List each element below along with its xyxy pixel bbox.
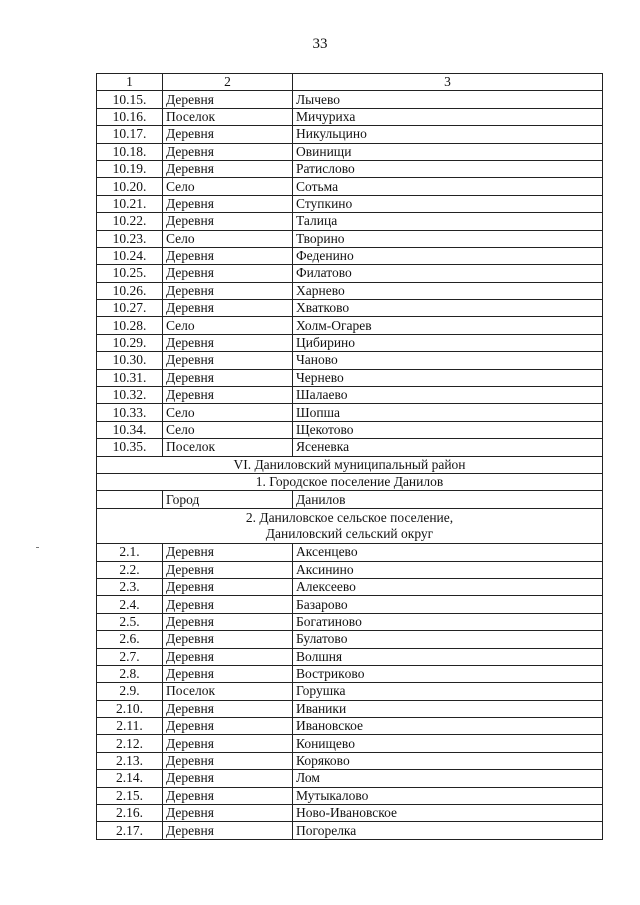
row-number: 2.9. xyxy=(97,683,163,700)
table-row xyxy=(97,735,603,752)
settlement-name: Аксинино xyxy=(293,561,603,578)
rural-settlement-heading-text: 2. Даниловское сельское поселение, xyxy=(245,509,454,525)
settlement-name: Погорелка xyxy=(293,822,603,839)
row-number: 10.19. xyxy=(97,160,163,177)
settlement-type: Деревня xyxy=(163,735,293,752)
settlement-type: Деревня xyxy=(163,578,293,595)
row-number: 10.28. xyxy=(97,317,163,334)
settlement-type: Село xyxy=(163,317,293,334)
settlement-type: Деревня xyxy=(163,300,293,317)
table-row xyxy=(97,230,603,247)
settlement-type: Город xyxy=(163,491,293,508)
row-number: 2.7. xyxy=(97,648,163,665)
settlement-name: Феденино xyxy=(293,247,603,264)
table-row xyxy=(97,247,603,264)
settlement-name: Филатово xyxy=(293,265,603,282)
settlement-type: Деревня xyxy=(163,352,293,369)
settlement-name: Булатово xyxy=(293,631,603,648)
settlement-type: Деревня xyxy=(163,143,293,160)
row-number: 10.29. xyxy=(97,334,163,351)
row-number: 2.10. xyxy=(97,700,163,717)
table-row xyxy=(97,770,603,787)
table-row xyxy=(97,665,603,682)
row-number: 2.3. xyxy=(97,578,163,595)
row-number: 10.16. xyxy=(97,108,163,125)
row-number: 10.21. xyxy=(97,195,163,212)
settlement-name: Ново-Ивановское xyxy=(293,805,603,822)
settlement-type: Деревня xyxy=(163,752,293,769)
settlement-type: Поселок xyxy=(163,683,293,700)
table-row xyxy=(97,683,603,700)
table-row xyxy=(97,822,603,839)
settlement-type: Село xyxy=(163,421,293,438)
table-row xyxy=(97,160,603,177)
settlement-name: Холм-Огарев xyxy=(293,317,603,334)
table-row xyxy=(97,404,603,421)
settlement-name: Аксенцево xyxy=(293,544,603,561)
row-number: 10.20. xyxy=(97,178,163,195)
row-number: 10.27. xyxy=(97,300,163,317)
header-cell-3: 3 xyxy=(293,74,603,91)
header-cell-1: 1 xyxy=(97,74,163,91)
table-row xyxy=(97,178,603,195)
table-row xyxy=(97,805,603,822)
settlement-name: Ступкино xyxy=(293,195,603,212)
row-number: 10.18. xyxy=(97,143,163,160)
table-row xyxy=(97,317,603,334)
settlement-name: Вострикoво xyxy=(293,665,603,682)
row-number: 2.1. xyxy=(97,544,163,561)
settlement-type: Деревня xyxy=(163,387,293,404)
row-number: 10.30. xyxy=(97,352,163,369)
row-number: 10.17. xyxy=(97,126,163,143)
table-row xyxy=(97,787,603,804)
row-number: 10.15. xyxy=(97,91,163,108)
table-row xyxy=(97,421,603,438)
row-number xyxy=(97,491,163,508)
settlement-type: Деревня xyxy=(163,787,293,804)
settlement-type: Деревня xyxy=(163,631,293,648)
settlement-name: Сотьма xyxy=(293,178,603,195)
row-number: 10.25. xyxy=(97,265,163,282)
settlement-type: Деревня xyxy=(163,700,293,717)
row-number: 10.33. xyxy=(97,404,163,421)
rural-settlement-heading-text: Даниловский сельский округ xyxy=(265,525,434,541)
settlement-name: Иваники xyxy=(293,700,603,717)
settlement-type: Деревня xyxy=(163,282,293,299)
settlement-name: Данилов xyxy=(293,491,603,508)
row-number: 2.5. xyxy=(97,613,163,630)
settlement-name: Цибирино xyxy=(293,334,603,351)
settlement-name: Ясеневка xyxy=(293,439,603,456)
table-row xyxy=(97,544,603,561)
settlement-type: Деревня xyxy=(163,596,293,613)
settlement-name: Шопша xyxy=(293,404,603,421)
table-row xyxy=(97,700,603,717)
settlement-type: Деревня xyxy=(163,544,293,561)
table-row xyxy=(97,613,603,630)
row-number: 10.23. xyxy=(97,230,163,247)
settlement-name: Алексеево xyxy=(293,578,603,595)
settlement-type: Деревня xyxy=(163,561,293,578)
table-row xyxy=(97,596,603,613)
settlement-type: Деревня xyxy=(163,718,293,735)
settlement-name: Чаново xyxy=(293,352,603,369)
table-row xyxy=(97,631,603,648)
row-number: 10.35. xyxy=(97,439,163,456)
table-row xyxy=(97,91,603,108)
table-row xyxy=(97,265,603,282)
table-row xyxy=(97,213,603,230)
urban-settlement-heading xyxy=(97,473,603,490)
settlement-type: Село xyxy=(163,404,293,421)
district-heading xyxy=(97,456,603,473)
table-row xyxy=(97,195,603,212)
settlement-name: Богатиново xyxy=(293,613,603,630)
table-row xyxy=(97,334,603,351)
settlement-name: Харнево xyxy=(293,282,603,299)
district-heading-cell xyxy=(97,456,603,473)
settlement-name: Волшня xyxy=(293,648,603,665)
table-row xyxy=(97,143,603,160)
settlement-name: Лом xyxy=(293,770,603,787)
settlement-type: Деревня xyxy=(163,665,293,682)
settlement-name: Лычево xyxy=(293,91,603,108)
page-number: 33 xyxy=(312,36,328,52)
rural-settlement-heading xyxy=(97,508,603,543)
row-number: 2.4. xyxy=(97,596,163,613)
table-row xyxy=(97,126,603,143)
table-row xyxy=(97,108,603,125)
settlement-name: Талица xyxy=(293,213,603,230)
rural-settlement-heading-cell xyxy=(97,508,603,543)
settlement-type: Поселок xyxy=(163,439,293,456)
settlement-name: Хватково xyxy=(293,300,603,317)
row-number: 2.8. xyxy=(97,665,163,682)
settlement-type: Село xyxy=(163,178,293,195)
table-row xyxy=(97,300,603,317)
table-row xyxy=(97,491,603,508)
settlements-table xyxy=(96,73,603,840)
row-number: 10.32. xyxy=(97,387,163,404)
settlement-type: Деревня xyxy=(163,160,293,177)
row-number: 2.11. xyxy=(97,718,163,735)
settlement-type: Деревня xyxy=(163,613,293,630)
table-row xyxy=(97,752,603,769)
settlement-type: Деревня xyxy=(163,770,293,787)
row-number: 2.6. xyxy=(97,631,163,648)
settlement-name: Коряково xyxy=(293,752,603,769)
settlement-name: Ивановское xyxy=(293,718,603,735)
row-number: 10.31. xyxy=(97,369,163,386)
table-row xyxy=(97,369,603,386)
settlement-type: Деревня xyxy=(163,265,293,282)
settlement-type: Деревня xyxy=(163,126,293,143)
settlement-type: Деревня xyxy=(163,91,293,108)
settlement-name: Овинищи xyxy=(293,143,603,160)
table-row xyxy=(97,578,603,595)
row-number: 2.2. xyxy=(97,561,163,578)
row-number: 2.12. xyxy=(97,735,163,752)
table-row xyxy=(97,648,603,665)
header-cell-2: 2 xyxy=(163,74,293,91)
settlement-type: Деревня xyxy=(163,648,293,665)
row-number: 2.15. xyxy=(97,787,163,804)
settlement-name: Щекотово xyxy=(293,421,603,438)
table-row xyxy=(97,439,603,456)
row-number: 2.14. xyxy=(97,770,163,787)
settlement-type: Деревня xyxy=(163,247,293,264)
settlement-name: Мичуриха xyxy=(293,108,603,125)
table-header-row xyxy=(97,74,603,91)
settlement-name: Конищево xyxy=(293,735,603,752)
settlement-name: Базарово xyxy=(293,596,603,613)
settlement-type: Деревня xyxy=(163,195,293,212)
table-row xyxy=(97,282,603,299)
row-number: 10.22. xyxy=(97,213,163,230)
table-row xyxy=(97,718,603,735)
settlement-name: Творино xyxy=(293,230,603,247)
row-number: 2.16. xyxy=(97,805,163,822)
settlement-name: Горушка xyxy=(293,683,603,700)
settlement-name: Ратислово xyxy=(293,160,603,177)
district-heading-text: VI. Даниловский муниципальный район xyxy=(233,456,466,472)
settlement-type: Деревня xyxy=(163,805,293,822)
settlement-name: Чернево xyxy=(293,369,603,386)
settlement-type: Деревня xyxy=(163,822,293,839)
settlement-type: Поселок xyxy=(163,108,293,125)
margin-mark xyxy=(36,547,39,548)
settlement-type: Деревня xyxy=(163,213,293,230)
settlement-type: Село xyxy=(163,230,293,247)
table-row xyxy=(97,387,603,404)
urban-settlement-heading-cell xyxy=(97,473,603,490)
settlement-type: Деревня xyxy=(163,369,293,386)
row-number: 10.34. xyxy=(97,421,163,438)
settlement-type: Деревня xyxy=(163,334,293,351)
table-row xyxy=(97,352,603,369)
row-number: 2.17. xyxy=(97,822,163,839)
settlement-name: Шалаево xyxy=(293,387,603,404)
row-number: 10.24. xyxy=(97,247,163,264)
urban-settlement-heading-text: 1. Городское поселение Данилов xyxy=(255,474,444,490)
table-row xyxy=(97,561,603,578)
settlement-name: Мутыкалово xyxy=(293,787,603,804)
row-number: 2.13. xyxy=(97,752,163,769)
settlement-name: Никульцино xyxy=(293,126,603,143)
row-number: 10.26. xyxy=(97,282,163,299)
